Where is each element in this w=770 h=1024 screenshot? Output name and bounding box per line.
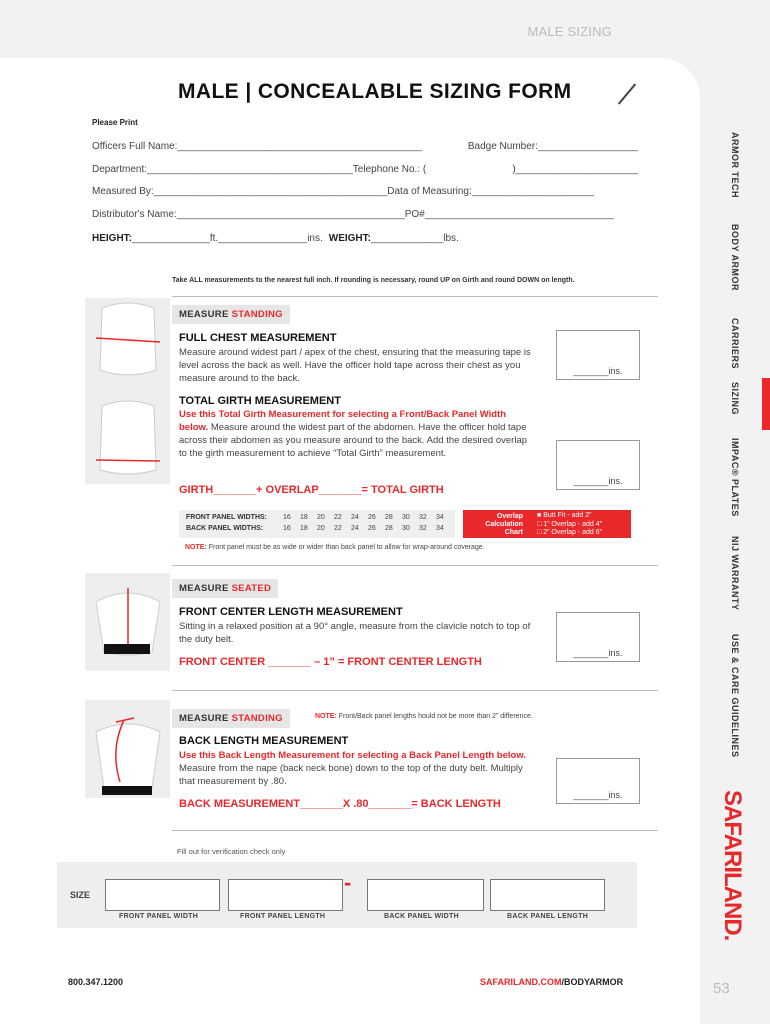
telephone-field[interactable]: )______________________ [512,164,638,175]
divider [172,296,658,297]
panel-widths-table [179,510,455,538]
full-chest-text: Measure around widest part / apex of the chest, ensuring that the measuring tape is level across the back as well. Have the officer hold tape across their chest as you measure around to the back. [179,347,531,384]
back-panel-length-label: BACK PANEL LENGTH [507,913,589,920]
back-length-text: Use this Back Length Measurement for selecting a Back Panel Length below. Measure from the nape (back neck bone) down to the top of the duty belt. Multiply that measurement by .80. [179,750,527,787]
total-girth-heading: TOTAL GIRTH MEASUREMENT [179,395,341,407]
height-ins-field[interactable]: ________________ins. [218,233,323,244]
panel-width-value: 18 [300,514,308,521]
back-widths-values [283,525,453,532]
form-title: MALE | CONCEALABLE SIZING FORM [178,80,572,103]
back-length-heading: BACK LENGTH MEASUREMENT [179,735,349,747]
torso-back-image [88,702,168,796]
torso-seated-image [88,576,168,668]
front-center-formula: FRONT CENTER _______ – 1” = FRONT CENTER LENGTH [179,656,482,668]
height-label: HEIGHT: [92,233,132,244]
back-panel-length-input[interactable] [490,879,605,911]
panel-width-value: 24 [351,525,359,532]
officer-name-field[interactable]: Officers Full Name:____________________________________________ [92,141,423,152]
weight-field[interactable]: _____________lbs. [370,233,459,244]
panel-width-value: 34 [436,525,444,532]
please-print-note: Please Print [92,118,138,127]
panel-width-value: 26 [368,525,376,532]
page-number: 53 [713,980,730,997]
back-panel-width-label: BACK PANEL WIDTH [384,913,459,920]
brand-logo: SAFARILAND. [719,790,746,941]
department-field[interactable]: Department:_____________________________________Telephone No.: ( [92,164,427,175]
panel-width-value: 30 [402,514,410,521]
measured-by-row [92,186,638,197]
divider [172,565,658,566]
measure-seated-tag: MEASURE SEATED [172,579,278,598]
front-panel-width-label: FRONT PANEL WIDTH [119,913,199,920]
height-ft-field[interactable]: ______________ft. [132,233,219,244]
overlap-chart-label: Overlap Calculation Chart [485,513,523,536]
divider [172,830,658,831]
footer-phone: 800.347.1200 [68,977,124,987]
panel-width-note: NOTE: Front panel must be as wide or wider than back panel to allow for wrap-around coverage. [185,544,485,551]
department-row [92,164,638,175]
panel-width-value: 18 [300,525,308,532]
panel-width-value: 32 [419,525,427,532]
panel-length-note: NOTE: Front/Back panel lengths hould not be more than 2” difference. [315,713,533,720]
panel-width-value: 16 [283,514,291,521]
measure-standing-tag-2: MEASURE STANDING [172,709,290,728]
divider [172,690,658,691]
panel-width-value: 22 [334,514,342,521]
measure-standing-tag: MEASURE STANDING [172,305,290,324]
front-widths-values [283,514,453,521]
distributor-row [92,209,638,220]
sizing-tab-marker [762,378,770,430]
front-center-text: Sitting in a relaxed position at a 90° angle, measure from the clavicle notch to top of the duty belt. [179,621,531,645]
officer-row [92,141,638,152]
total-girth-text: Use this Total Girth Measurement for selecting a Front/Back Panel Width below. Measure around the widest part of the abdomen. Have the officer hold tape across their abdomen as you measure around to the back. Add the desired overlap to the girth measurement to achieve “Total Girth” measurement. [179,409,528,459]
panel-width-value: 28 [385,525,393,532]
height-weight-row [92,233,638,244]
back-panel-width-input[interactable] [367,879,484,911]
panel-width-value: 22 [334,525,342,532]
front-center-ins-input[interactable]: _______ins. [556,612,640,662]
back-length-formula: BACK MEASUREMENT_______X .80_______= BACK LENGTH [179,798,501,810]
back-widths-label: BACK PANEL WIDTHS: [186,525,264,532]
weight-label: WEIGHT: [328,233,371,244]
overlap-chart [463,510,631,538]
footer-url[interactable]: SAFARILAND.COM/BODYARMOR [480,977,624,987]
front-panel-width-input[interactable] [105,879,220,911]
panel-width-value: 26 [368,514,376,521]
torso-front-image [88,300,168,480]
front-center-heading: FRONT CENTER LENGTH MEASUREMENT [179,606,403,618]
dash-separator: - [344,870,352,895]
panel-width-value: 34 [436,514,444,521]
size-label: SIZE [70,890,91,900]
front-widths-label: FRONT PANEL WIDTHS: [186,514,268,521]
verification-caption: Fill out for verification check only [177,847,286,856]
rounding-instruction: Take ALL measurements to the nearest full inch. If rounding is necessary, round UP on Girth and round DOWN on length. [172,277,575,284]
panel-width-value: 20 [317,514,325,521]
panel-width-value: 20 [317,525,325,532]
chest-ins-input[interactable]: _______ins. [556,330,640,380]
distributor-field[interactable]: Distributor's Name:_________________________________________PO#__________________________________ [92,209,614,220]
overlap-rows: ■ Butt Fit - add 2” □ 1” Overlap - add 4” □ 2” Overlap - add 6” [537,512,602,536]
panel-width-value: 32 [419,514,427,521]
front-panel-length-input[interactable] [228,879,343,911]
full-chest-heading: FULL CHEST MEASUREMENT [179,332,337,344]
front-panel-length-label: FRONT PANEL LENGTH [240,913,326,920]
panel-width-value: 16 [283,525,291,532]
section-label: MALE SIZING [527,24,612,39]
girth-ins-input[interactable]: _______ins. [556,440,640,490]
panel-width-value: 30 [402,525,410,532]
back-length-ins-input[interactable]: _______ins. [556,758,640,804]
girth-formula: GIRTH_______+ OVERLAP_______= TOTAL GIRTH [179,484,444,496]
badge-number-field[interactable]: Badge Number:__________________ [467,141,638,152]
panel-width-value: 28 [385,514,393,521]
panel-width-value: 24 [351,514,359,521]
measured-by-field[interactable]: Measured By:__________________________________________Data of Measuring:______________________ [92,186,595,197]
